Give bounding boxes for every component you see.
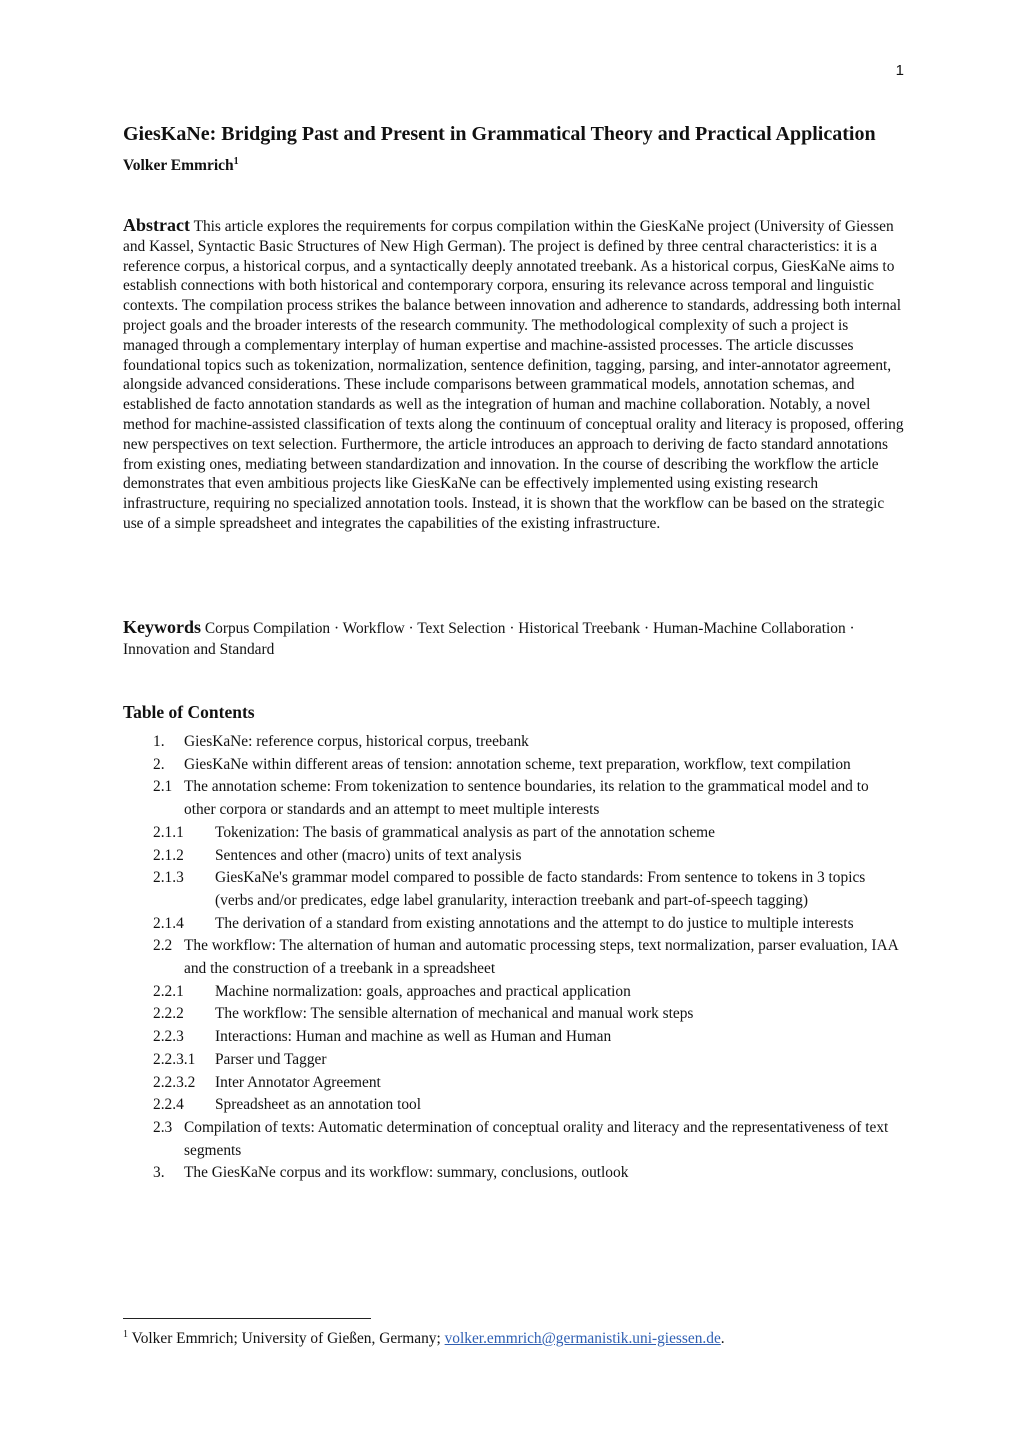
toc-item-text: Parser und Tagger (215, 1050, 327, 1068)
toc-item-number: 2. (153, 755, 165, 773)
toc-item-text: Compilation of texts: Automatic determination of conceptual orality and literacy and the representativeness of text segments (184, 1118, 889, 1159)
author-line (123, 156, 239, 176)
toc-item (0, 1072, 1024, 1095)
toc-item (0, 731, 1024, 754)
toc-item-text: Inter Annotator Agreement (215, 1073, 381, 1091)
toc-item (0, 981, 1024, 1004)
toc-item-text: Interactions: Human and machine as well as Human and Human (215, 1028, 612, 1046)
footnote-mark: 1 (123, 1328, 128, 1340)
toc-item-number: 2.1.4 (153, 914, 184, 932)
footnote-end: . (720, 1330, 725, 1347)
toc-item (0, 822, 1024, 845)
toc-item (0, 867, 1024, 912)
paper-title: GiesKaNe: Bridging Past and Present in Grammatical Theory and Practical Application (123, 123, 876, 145)
footnote-separator (123, 1318, 371, 1319)
toc-item (0, 1117, 1024, 1162)
toc-item-text: The workflow: The sensible alternation of mechanical and manual work steps (215, 1005, 694, 1023)
toc-item-text: Tokenization: The basis of grammatical analysis as part of the annotation scheme (215, 823, 715, 841)
toc-item (0, 1162, 1024, 1185)
toc-item (0, 935, 1024, 980)
toc-item-number: 2.2.3 (153, 1028, 184, 1046)
toc-item-number: 2.2.1 (153, 982, 184, 1000)
toc-item-number: 2.2.4 (153, 1096, 184, 1114)
toc-item-number: 2.1 (153, 778, 173, 796)
toc-item-text: GiesKaNe within different areas of tension: annotation scheme, text preparation, workflow, text compilation (184, 755, 851, 773)
email-link[interactable]: volker.emmrich@germanistik.uni-giessen.de (444, 1330, 721, 1347)
footnote (123, 1329, 923, 1349)
footnote-text: Volker Emmrich; University of Gießen, Germany; (131, 1330, 441, 1347)
keywords-label: Keywords (123, 617, 201, 637)
abstract (123, 216, 905, 534)
toc-item (0, 776, 1024, 821)
toc-item-text: The GiesKaNe corpus and its workflow: summary, conclusions, outlook (184, 1164, 629, 1182)
toc-item-number: 2.2 (153, 937, 173, 955)
keywords-text: Corpus Compilation · Workflow · Text Selection · Historical Treebank · Human-Machine Collaboration · Innovation and Standard (123, 620, 855, 658)
toc-item-number: 3. (153, 1164, 165, 1182)
toc-item (0, 1094, 1024, 1117)
toc-item-text: GiesKaNe: reference corpus, historical corpus, treebank (184, 733, 529, 750)
toc-item (0, 913, 1024, 936)
toc-item-number: 2.2.2 (153, 1005, 184, 1023)
toc-item-text: GiesKaNe's grammar model compared to possible de facto standards: From sentence to tokens in 3 topics (verbs and/or predicates, edge label granularity, interaction treebank and part-of-speech tagging) (215, 869, 866, 909)
toc-item-number: 1. (153, 733, 165, 750)
toc-item-text: The annotation scheme: From tokenization to sentence boundaries, its relation to the grammatical model and to other corpora or standards and an attempt to meet multiple interests (184, 778, 869, 819)
keywords (123, 617, 905, 660)
abstract-label: Abstract (123, 215, 190, 235)
toc-item-text: Sentences and other (macro) units of text analysis (215, 846, 522, 864)
table-of-contents (0, 731, 1024, 1185)
toc-item-text: The workflow: The alternation of human and automatic processing steps, text normalization, parser evaluation, IAA and the construction of a treebank in a spreadsheet (184, 937, 898, 978)
page-number: 1 (895, 62, 904, 79)
author-footnote-mark[interactable]: 1 (233, 155, 239, 167)
toc-item-text: Machine normalization: goals, approaches and practical application (215, 982, 631, 1000)
toc-item (0, 1026, 1024, 1049)
toc-item-number: 2.1.3 (153, 869, 184, 887)
toc-item (0, 754, 1024, 777)
toc-item (0, 1003, 1024, 1026)
toc-item-number: 2.1.1 (153, 823, 184, 841)
author-name: Volker Emmrich (123, 157, 234, 174)
abstract-text: This article explores the requirements for corpus compilation within the GiesKaNe project (University of Giessen and Kassel, Syntactic Basic Structures of New High German). The project is defined by three central characteristics: it is a reference corpus, a historical corpus, and a syntactically deeply annotated treebank. As a historical corpus, GiesKaNe aims to establish connections with both historical and contemporary corpora, ensuring its relevance across temporal and linguistic contexts. The compilation process strikes the balance between innovation and adherence to standards, addressing both internal project goals and the broader interests of the research community. The methodological complexity of such a project is managed through a complementary interplay of human expertise and machine-assisted processes. The article discusses foundational topics such as tokenization, normalization, sentence definition, tagging, parsing, and inter-annotator agreement, alongside advanced considerations. These include comparisons between grammatical models, annotation schemas, and established de facto annotation standards as well as the integration of human and machine collaboration. Notably, a novel method for machine-assisted classification of texts along the continuum of conceptual orality and literacy is proposed, offering new perspectives on text selection. Furthermore, the article introduces an approach to deriving de facto standard annotations from existing ones, mediating between standardization and innovation. In the course of describing the workflow the article demonstrates that even ambitious projects like GiesKaNe can be effectively implemented using existing research infrastructure, requiring no specialized annotation tools. Instead, it is shown that the workflow can be based on the strategic use of a simple spreadsheet and integrates the capabilities of the existing infrastructure. (123, 218, 904, 532)
toc-heading: Table of Contents (123, 702, 255, 722)
toc-item-number: 2.3 (153, 1118, 173, 1136)
toc-item-number: 2.2.3.2 (153, 1073, 196, 1091)
toc-item-number: 2.2.3.1 (153, 1050, 196, 1068)
toc-item-text: Spreadsheet as an annotation tool (215, 1096, 422, 1114)
toc-item-text: The derivation of a standard from existing annotations and the attempt to do justice to multiple interests (215, 914, 854, 932)
toc-item-number: 2.1.2 (153, 846, 184, 864)
toc-item (0, 845, 1024, 868)
toc-item (0, 1049, 1024, 1072)
